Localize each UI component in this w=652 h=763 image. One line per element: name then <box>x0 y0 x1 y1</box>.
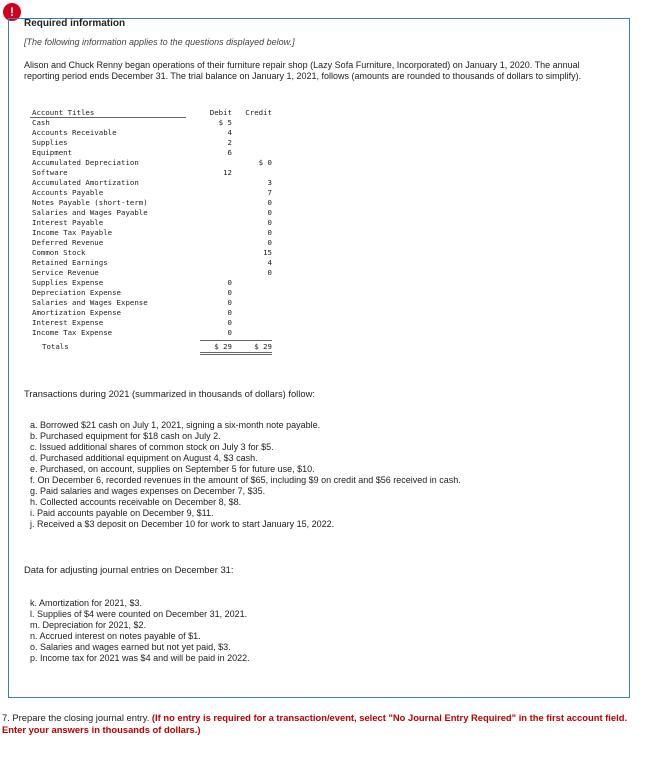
account-title: Accumulated Depreciation <box>32 158 139 167</box>
table-row <box>24 278 274 288</box>
credit-amount: 0 <box>267 268 272 277</box>
totals-credit: $ 29 <box>254 342 272 351</box>
transactions-list <box>30 420 630 530</box>
list-item: p. Income tax for 2021 was $4 and will be paid in 2022. <box>30 653 250 663</box>
trial-balance-header <box>24 108 274 118</box>
alert-icon: ! <box>3 3 21 21</box>
debit-amount: 4 <box>227 128 232 137</box>
debit-amount: $ 5 <box>218 118 232 127</box>
question-prompt <box>2 712 642 736</box>
list-item: a. Borrowed $21 cash on July 1, 2021, signing a six-month note payable. <box>30 420 321 430</box>
prompt-text: 7. Prepare the closing journal entry. <box>2 712 150 723</box>
debit-amount: 2 <box>227 138 232 147</box>
totals-label: Totals <box>42 342 69 351</box>
account-title: Income Tax Expense <box>32 328 113 337</box>
totals-row <box>24 342 274 352</box>
table-row <box>24 228 274 238</box>
account-title: Interest Payable <box>32 218 104 227</box>
totals-top-rule <box>200 340 272 341</box>
credit-amount: 3 <box>267 178 272 187</box>
trial-balance-table <box>24 108 274 352</box>
account-title: Equipment <box>32 148 73 157</box>
list-item: j. Received a $3 deposit on December 10 for work to start January 15, 2022. <box>30 519 335 529</box>
credit-header: Credit <box>245 108 272 117</box>
table-row <box>24 158 274 168</box>
account-title: Interest Expense <box>32 318 104 327</box>
debit-amount: 0 <box>227 298 232 307</box>
account-title: Service Revenue <box>32 268 99 277</box>
credit-amount: 4 <box>267 258 272 267</box>
list-item: g. Paid salaries and wages expenses on December 7, $35. <box>30 486 266 496</box>
account-title: Notes Payable (short-term) <box>32 198 148 207</box>
table-row <box>24 298 274 308</box>
credit-amount: 7 <box>267 188 272 197</box>
debit-amount: 0 <box>227 278 232 287</box>
account-title: Common Stock <box>32 248 86 257</box>
table-row <box>24 128 274 138</box>
account-title: Depreciation Expense <box>32 288 121 297</box>
table-row <box>24 318 274 328</box>
table-row <box>24 328 274 338</box>
account-title: Deferred Revenue <box>32 238 104 247</box>
table-row <box>24 288 274 298</box>
account-title: Amortization Expense <box>32 308 121 317</box>
debit-amount: 6 <box>227 148 232 157</box>
account-title: Accounts Receivable <box>32 128 117 137</box>
credit-amount: 0 <box>267 198 272 207</box>
list-item: k. Amortization for 2021, $3. <box>30 598 143 608</box>
list-item: l. Supplies of $4 were counted on December 31, 2021. <box>30 609 248 619</box>
credit-amount: 0 <box>267 218 272 227</box>
list-item: o. Salaries and wages earned but not yet paid, $3. <box>30 642 231 652</box>
list-item: e. Purchased, on account, supplies on September 5 for future use, $10. <box>30 464 315 474</box>
list-item: h. Collected accounts receivable on December 8, $8. <box>30 497 242 507</box>
list-item: d. Purchased additional equipment on August 4, $3 cash. <box>30 453 258 463</box>
account-title: Income Tax Payable <box>32 228 113 237</box>
list-item: i. Paid accounts payable on December 9, $11. <box>30 508 214 518</box>
list-item: f. On December 6, recorded revenues in the amount of $65, including $9 on credit and $56 received in cash. <box>30 475 461 485</box>
account-titles-header: Account Titles <box>32 108 95 117</box>
credit-amount: 15 <box>263 248 272 257</box>
table-row <box>24 188 274 198</box>
table-row <box>24 208 274 218</box>
prompt-instruction: (If no entry is required for a transaction/event, select "No Journal Entry Required" in the first account field. Enter your answers in thousands of dollars.) <box>2 712 628 735</box>
credit-amount: 0 <box>267 238 272 247</box>
transactions-title: Transactions during 2021 (summarized in thousands of dollars) follow: <box>24 388 315 399</box>
adjustments-title: Data for adjusting journal entries on December 31: <box>24 564 234 575</box>
list-item: n. Accrued interest on notes payable of $1. <box>30 631 201 641</box>
applies-note: [The following information applies to the questions displayed below.] <box>24 37 295 47</box>
debit-amount: 0 <box>227 318 232 327</box>
debit-amount: 12 <box>223 168 232 177</box>
intro-paragraph: Alison and Chuck Renny began operations of their furniture repair shop (Lazy Sofa Furniture, Incorporated) on January 1, 2020. The annual reporting period ends December 31. The trial balance on January 1, 2021, follows (amounts are rounded to thousands of dollars to simplify). <box>24 60 582 81</box>
table-row <box>24 148 274 158</box>
debit-amount: 0 <box>227 328 232 337</box>
account-title: Supplies Expense <box>32 278 104 287</box>
account-title: Retained Earnings <box>32 258 108 267</box>
credit-amount: 0 <box>267 208 272 217</box>
account-title: Salaries and Wages Payable <box>32 208 148 217</box>
credit-amount: 0 <box>267 228 272 237</box>
table-row <box>24 198 274 208</box>
account-title: Software <box>32 168 68 177</box>
list-item: b. Purchased equipment for $18 cash on July 2. <box>30 431 221 441</box>
debit-amount: 0 <box>227 288 232 297</box>
totals-double-rule <box>200 352 272 355</box>
table-row <box>24 168 274 178</box>
table-row <box>24 238 274 248</box>
adjustments-list <box>30 598 250 664</box>
account-title: Cash <box>32 118 50 127</box>
table-row <box>24 258 274 268</box>
totals-debit: $ 29 <box>214 342 232 351</box>
table-row <box>24 308 274 318</box>
table-row <box>24 218 274 228</box>
account-title: Supplies <box>32 138 68 147</box>
table-row <box>24 268 274 278</box>
account-title: Accounts Payable <box>32 188 104 197</box>
list-item: m. Depreciation for 2021, $2. <box>30 620 147 630</box>
table-row <box>24 118 274 128</box>
account-title: Salaries and Wages Expense <box>32 298 148 307</box>
table-row <box>24 178 274 188</box>
table-row <box>24 138 274 148</box>
list-item: c. Issued additional shares of common stock on July 3 for $5. <box>30 442 274 452</box>
account-title: Accumulated Amortization <box>32 178 139 187</box>
table-row <box>24 248 274 258</box>
debit-amount: 0 <box>227 308 232 317</box>
debit-header: Debit <box>209 108 232 117</box>
section-title: Required information <box>24 18 126 29</box>
credit-amount: $ 0 <box>258 158 272 167</box>
